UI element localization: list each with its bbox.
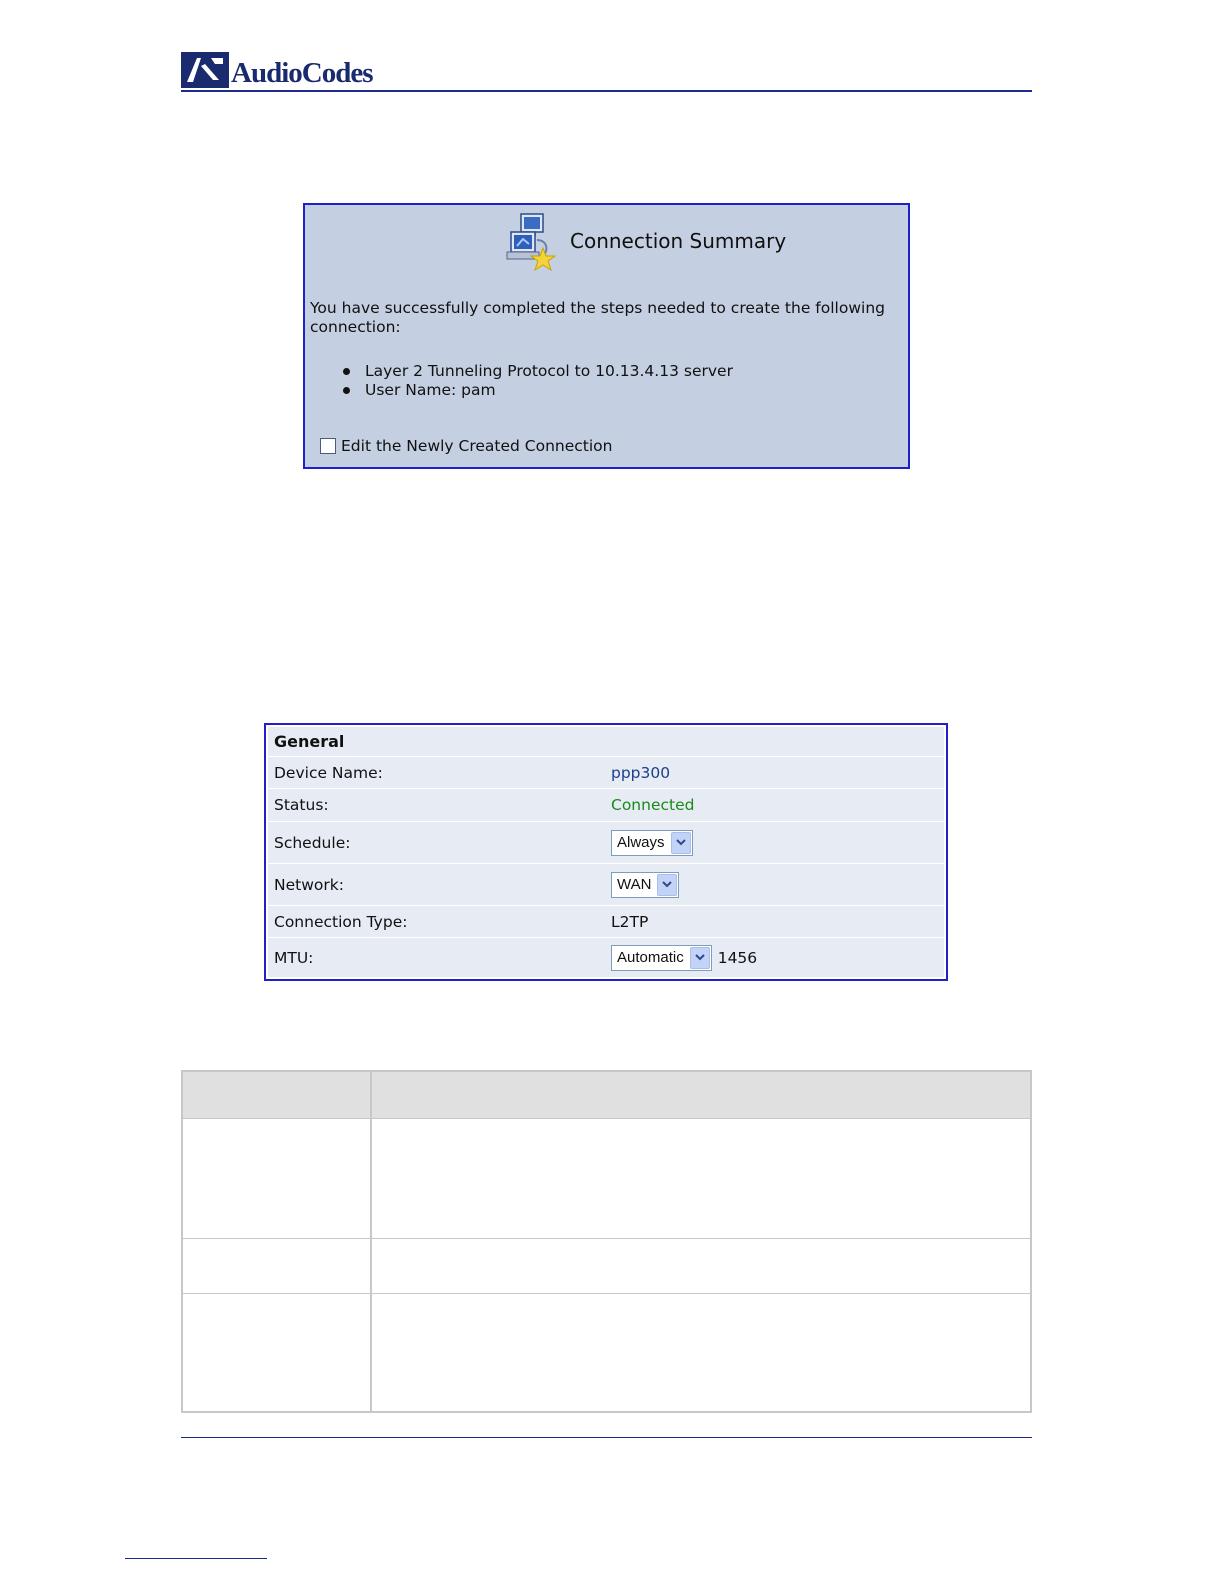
chevron-down-icon[interactable] [671, 832, 691, 854]
summary-intro-text: You have successfully completed the steps needed to create the following connection: [310, 299, 885, 336]
network-select[interactable] [611, 872, 679, 898]
general-settings-table [268, 727, 944, 977]
device-name-row [268, 757, 944, 789]
summary-title: Connection Summary [570, 229, 787, 253]
status-label: Status: [274, 796, 329, 814]
general-section-title: General [274, 732, 345, 751]
brand-name: AudioCodes [231, 57, 373, 89]
mtu-value-group [611, 945, 757, 971]
general-settings-panel [264, 723, 948, 981]
edit-connection-label[interactable]: Edit the Newly Created Connection [341, 437, 613, 455]
parameters-row-divider [183, 1293, 1030, 1294]
summary-list-item [341, 381, 733, 400]
summary-list-item [341, 362, 733, 381]
summary-list [341, 362, 733, 400]
connection-summary-panel [303, 203, 910, 469]
parameters-table [181, 1070, 1032, 1413]
device-name-label: Device Name: [274, 763, 383, 782]
status-row [268, 789, 944, 822]
schedule-row [268, 822, 944, 864]
summary-item-username: User Name: pam [365, 381, 496, 399]
network-value [611, 872, 679, 898]
network-label: Network: [274, 875, 344, 894]
mtu-select[interactable] [611, 945, 712, 971]
mtu-value: 1456 [717, 948, 758, 967]
audiocodes-logo-icon [181, 52, 229, 88]
connection-type-value: L2TP [611, 912, 649, 931]
schedule-label: Schedule: [274, 833, 351, 852]
edit-connection-checkbox[interactable] [320, 438, 336, 454]
parameters-row-divider [183, 1238, 1030, 1239]
chevron-down-icon[interactable] [657, 874, 677, 896]
schedule-value [611, 830, 693, 856]
parameters-table-header [183, 1072, 1030, 1119]
edit-connection-option[interactable] [320, 437, 613, 455]
connection-type-label: Connection Type: [274, 912, 408, 931]
network-selected: WAN [617, 876, 652, 893]
header-divider [181, 90, 1032, 92]
general-header-row [268, 727, 944, 757]
footnote-divider [125, 1558, 267, 1559]
device-name-value: ppp300 [611, 763, 671, 782]
mtu-row [268, 938, 944, 977]
brand-logo [181, 50, 373, 88]
connection-type-row [268, 906, 944, 938]
footer-divider [181, 1437, 1032, 1438]
bullet-icon [343, 368, 350, 375]
mtu-selected: Automatic [617, 949, 684, 966]
bullet-icon [343, 387, 350, 394]
chevron-down-icon[interactable] [690, 947, 710, 969]
schedule-select[interactable] [611, 830, 693, 856]
parameters-column-divider [370, 1072, 372, 1411]
mtu-label: MTU: [274, 948, 314, 967]
schedule-selected: Always [617, 834, 665, 851]
network-connection-icon [499, 210, 563, 274]
network-row [268, 864, 944, 906]
status-value: Connected [611, 796, 695, 814]
summary-item-protocol: Layer 2 Tunneling Protocol to 10.13.4.13 server [365, 362, 733, 380]
